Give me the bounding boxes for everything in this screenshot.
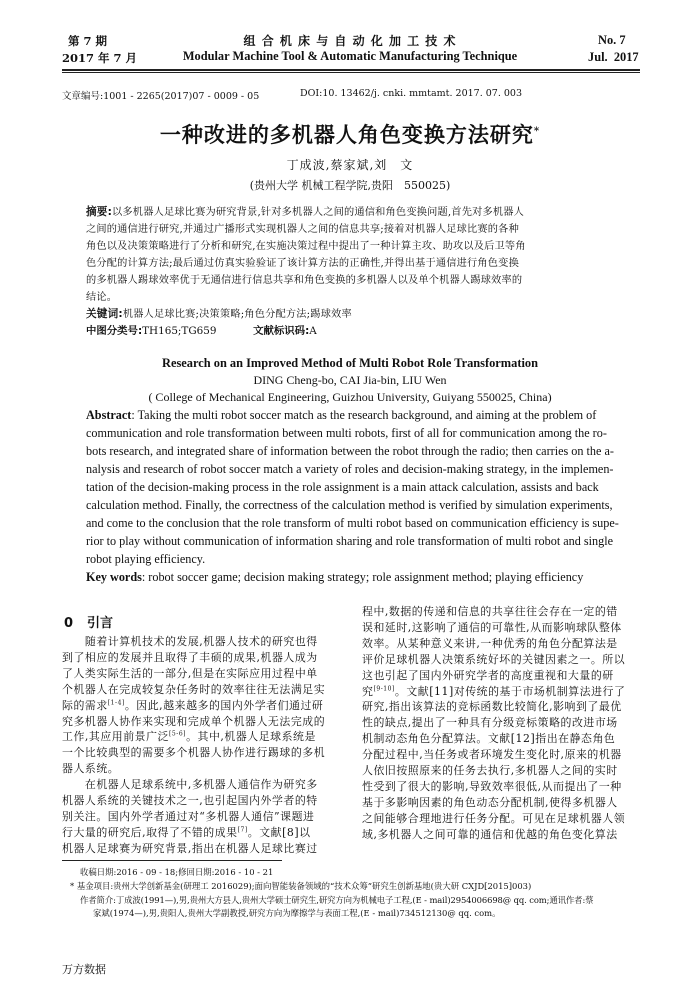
body-line: 程中,数据的传递和信息的共享往往会存在一定的错 [362, 605, 618, 618]
body-line: 际的需求[1-4]。因此,越来越多的国内外学者们通过研 [62, 698, 324, 712]
article-number: 文章编号:1001 - 2265(2017)07 - 0009 - 05 [62, 91, 260, 102]
footnote-author-cont: 家斌(1974—),男,贵阳人,贵州大学副教授,研究方向为摩擦学与表面工程,(E - mail)734512130@ qq. com。 [93, 908, 501, 918]
abstract-en-line: nalysis and research of robot soccer match a variety of roles and decision-making strategy, in the implemen- [86, 462, 614, 476]
body-line: 分配过程中,当任务或者环境发生变化时,原来的机器 [362, 748, 622, 762]
body-line: 基于多影响因素的角色动态分配机制,使得多机器人 [362, 795, 618, 809]
abstract-label-en: Abstract [86, 408, 132, 422]
footnote-author: 作者简介:丁成波(1991—),男,贵州大方县人,贵州大学硕士研究生,研究方向为机械电子工程,(E - mail)2954006698@ qq. com;通讯作者:蔡 [80, 895, 594, 905]
body-line: 之间能够合理地进行任务分配。可见在足球机器人领 [362, 811, 626, 825]
abstract-line: 结论。 [86, 292, 118, 303]
header-rule-bottom [62, 72, 640, 73]
abstract-line: 之间的通信进行研究,并通过广播形式实现机器人之间的信息共享;接着对机器人足球比赛的各种 [86, 224, 519, 235]
abstract-line: 的多机器人踢球效率优于无通信进行信息共享和角色变换的多机器人以及单个机器人踢球效率的 [86, 275, 523, 286]
abstract-en-line: robot playing efficiency. [86, 552, 206, 566]
body-line: 性的缺点,提出了一种具有分级竞标策略的改进市场 [362, 716, 618, 730]
journal-title-en: Modular Machine Tool & Automatic Manufacturing Technique [182, 49, 518, 63]
authors-cn: 丁成波,蔡家斌,刘 文 [286, 158, 414, 172]
body-line: 个机器人在完成较复杂任务时的效率往往无法满足实 [62, 682, 326, 696]
body-line: 评价足球机器人决策系统好坏的关键因素之一。所以 [362, 652, 626, 666]
abstract-line: 色分配的计算方法;最后通过仿真实验验证了该计算方法的正确性,并得出基于通信进行角色变换 [86, 258, 519, 269]
abstract-en-line: calculation method. Finally, the correctness of the calculation method is verified by simulation experiments, [86, 498, 613, 512]
body-line: 性受到了很大的影响,导致效率很低,从而提出了一种 [362, 779, 622, 793]
header-rule-top [62, 69, 640, 71]
body-line: 在机器人足球系统中,多机器人通信作为研究多 [62, 778, 318, 792]
body-line: 别关注。国内外学者通过对“多机器人通信”课题进 [62, 809, 315, 823]
keywords-cn: 关键词:机器人足球比赛;决策策略;角色分配方法;踢球效率 [86, 308, 352, 320]
abstract-en-line: tation of the decision-making process in the role assignment is a main attack calculation, assists and back [86, 480, 599, 494]
body-line: 到了相应的发展并且取得了丰硕的成果,机器人成为 [62, 650, 318, 664]
body-line: 效率。从某种意义来讲,一种优秀的角色分配算法是 [362, 636, 618, 650]
footnote-fund: * 基金项目:贵州大学创新基金(研理工 2016029);面向智能装备领域的“技术众筹”研究生创新基地(贵大研 CXJD[2015]003) [70, 881, 532, 891]
abstract-en-line: and come to the conclusion that the role transform of multi robot based on communication efficiency is supe- [86, 516, 619, 530]
body-line: 这也引起了国内外研究学者的高度重视和大量的研 [362, 668, 614, 682]
abstract-en-line: : Taking the multi robot soccer match as the research background, and aiming at the problem of [131, 408, 597, 422]
issue-number-en: No. 7 [598, 33, 626, 47]
body-line: 了人类实际生活的一部分,但是在实际应用过程中单 [62, 666, 318, 680]
body-line: 研究,指出该算法的竞标函数比较简化,影响到了最优 [362, 700, 622, 714]
body-line: 人依旧按照原来的任务去执行,多机器人之间的实时 [362, 764, 618, 777]
affiliation-cn: (贵州大学 机械工程学院,贵阳 550025) [249, 179, 451, 192]
abstract-en-line: bots research, and integrated share of information between the robot through the radio; then carries on the a- [86, 444, 614, 458]
body-line: 机器人足球赛为研究背景,指出在机器人足球比赛过 [62, 841, 318, 855]
abstract-line: 角色以及决策策略进行了分析和研究,在实施决策过程中提出了一种计算主攻、助攻以及后卫等角 [86, 241, 526, 252]
paper-title-cn: 一种改进的多机器人角色变换方法研究* [159, 122, 541, 147]
keywords-en: Key words: robot soccer game; decision making strategy; role assignment method; playing efficiency [86, 570, 584, 584]
abstract-line: 以多机器人足球比赛为研究背景,针对多机器人之间的通信和角色变换问题,首先对多机器人 [112, 207, 525, 218]
body-line: 器人系统。 [62, 762, 120, 776]
issue-number-cn: 第 7 期 [68, 34, 108, 48]
abstract-en-line: rior to play without communication of information sharing and role transformation of multi robot and single [86, 534, 614, 548]
body-line: 一个比较典型的需要多个机器人协作进行踢球的多机 [62, 746, 326, 760]
issue-date-en: Jul. 2017 [588, 50, 639, 64]
body-line: 行大量的研究后,取得了不错的成果[7]。文献[8]以 [62, 825, 311, 839]
affiliation-en: ( College of Mechanical Engineering, Guizhou University, Guiyang 550025, China) [148, 390, 552, 404]
body-line: 随着计算机技术的发展,机器人技术的研究也得 [62, 635, 318, 648]
body-line: 误和延时,这影响了通信的可靠性,从而影响球队整体 [362, 620, 622, 634]
body-line: 域,多机器人之间可靠的通信和优越的角色变化算法 [362, 827, 618, 841]
watermark-text: 万方数据 [62, 963, 106, 976]
paper-title-en: Research on an Improved Method of Multi Robot Role Transformation [162, 356, 538, 370]
body-line: 机器人系统的关键技术之一,也引起国内外学者的特 [62, 794, 318, 807]
abstract-label-cn: 摘要: [86, 206, 113, 218]
body-line: 究多机器人协作来实现和完成单个机器人无法完成的 [62, 714, 326, 728]
body-line: 工作,其应用前景广泛[5-6]。其中,机器人足球系统是 [62, 730, 316, 744]
issue-date-cn: 2017 年 7 月 [62, 51, 138, 65]
section-heading: 0 引言 [64, 616, 114, 631]
authors-en: DING Cheng-bo, CAI Jia-bin, LIU Wen [253, 373, 447, 387]
doi: DOI:10. 13462/j. cnki. mmtamt. 2017. 07. 003 [300, 88, 523, 99]
body-line: 究[9-10]。文献[11]对传统的基于市场机制算法进行了 [362, 684, 626, 698]
journal-title-cn: 组 合 机 床 与 自 动 化 加 工 技 术 [243, 34, 457, 48]
body-line: 机制动态角色分配算法。文献[12]指出在静态角色 [362, 732, 616, 746]
footnote-received: 收稿日期:2016 - 09 - 18;修回日期:2016 - 10 - 21 [80, 867, 274, 877]
classification-cn: 中图分类号:TH165;TG659 文献标识码:A [86, 325, 317, 337]
abstract-en-line: communication and role transformation between multi robots, first of all for communication among the ro- [86, 426, 607, 440]
footnote-rule [62, 860, 282, 861]
